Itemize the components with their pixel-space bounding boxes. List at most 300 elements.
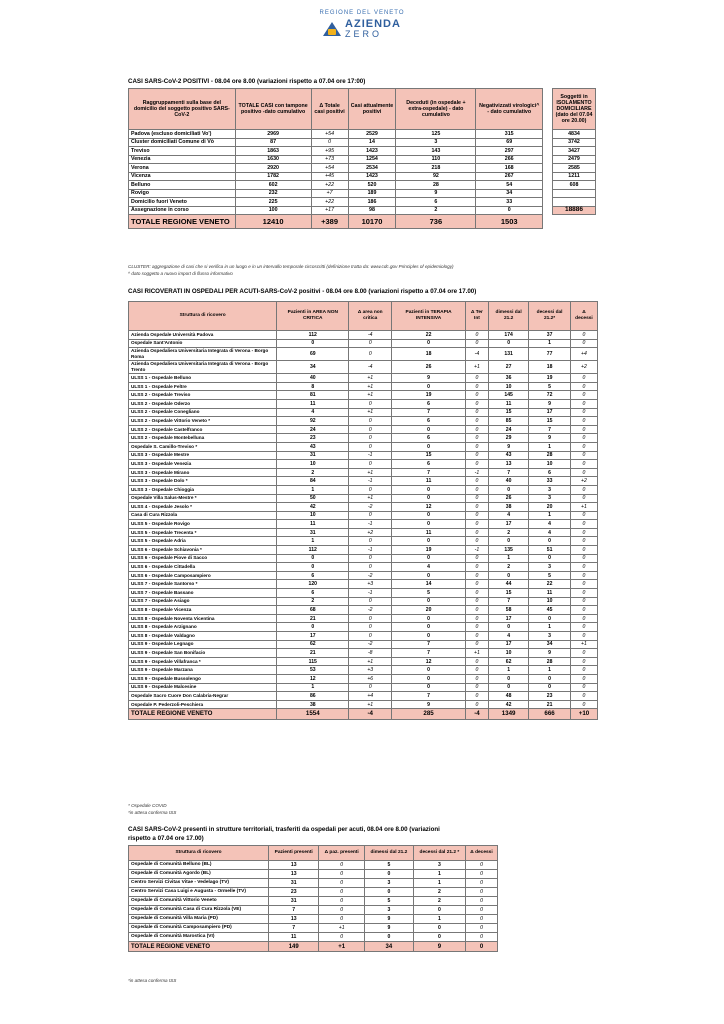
table-row: [553, 198, 596, 207]
cell-value: +3: [349, 580, 392, 589]
cell-value: 40: [489, 477, 529, 486]
cell-value: 62: [489, 657, 529, 666]
cell-value: 2: [277, 468, 349, 477]
cell-value: 27: [489, 361, 529, 374]
cell-value: 12410: [235, 215, 311, 229]
row-label: ULSS 9 - Ospedale Malcesine: [129, 683, 277, 692]
row-label: ULSS 2 - Ospedale Conegliano: [129, 408, 277, 417]
cell-value: 0: [319, 870, 365, 879]
cell-value: 6: [392, 460, 466, 469]
row-label: TOTALE REGIONE VENETO: [129, 215, 236, 229]
table-row: [129, 606, 598, 615]
row-label: Ospedale di Comunità Camposampiero (PD): [129, 924, 269, 933]
cell-value: 7: [392, 692, 466, 701]
cell-value: 11: [392, 477, 466, 486]
row-label: ULSS 8 - Ospedale Noventa Vicentina: [129, 614, 277, 623]
cell-value: 26: [489, 494, 529, 503]
cell-value: 0: [465, 666, 488, 675]
cell-value: 7: [392, 640, 466, 649]
cell-value: 28: [529, 657, 571, 666]
cell-value: 14: [348, 138, 396, 147]
table-row: [553, 155, 596, 164]
cell-value: 17: [277, 632, 349, 641]
row-label: ULSS 8 - Ospedale Valdagno: [129, 632, 277, 641]
cell-value: 0: [392, 537, 466, 546]
cell-value: 21: [277, 649, 349, 658]
home-isolation-header: Soggetti in ISOLAMENTO DOMICILIARE (dato del 07.04 ore 20.00): [553, 89, 596, 130]
cell-value: 11: [392, 528, 466, 537]
cell-value: 0: [570, 399, 597, 408]
column-header: Struttura di ricovero: [129, 846, 269, 861]
cell-value: +45: [311, 172, 348, 181]
column-header: Pazienti in TERAPIA INTENSIVA: [392, 302, 466, 331]
cell-value: 15: [489, 589, 529, 598]
cell-value: [553, 198, 596, 207]
cell-value: 135: [489, 546, 529, 555]
cell-value: +54: [311, 164, 348, 173]
cell-value: 2: [277, 597, 349, 606]
column-header: Raggruppamenti sulla base del domicilio del soggetto positivo SARS-CoV-2: [129, 89, 236, 130]
cell-value: 0: [570, 511, 597, 520]
table-row: [129, 640, 598, 649]
table-row: [553, 147, 596, 156]
logo-line1: AZIENDA: [345, 18, 401, 30]
total-row: [129, 942, 498, 952]
table-row: [553, 164, 596, 173]
cell-value: 38: [489, 503, 529, 512]
cell-value: 31: [277, 451, 349, 460]
cell-value: +4: [570, 348, 597, 361]
table-row: [129, 632, 598, 641]
cell-value: 0: [465, 374, 488, 383]
column-header: Δ decessi: [465, 846, 497, 861]
cell-value: 28: [396, 181, 476, 190]
cell-value: 0: [489, 674, 529, 683]
row-label: Rovigo: [129, 189, 236, 198]
cell-value: 0: [570, 382, 597, 391]
cell-value: 1423: [348, 172, 396, 181]
cell-value: 149: [269, 942, 319, 952]
cell-value: 1: [489, 554, 529, 563]
cell-value: 0: [465, 640, 488, 649]
cell-value: 1: [529, 511, 571, 520]
cell-value: -1: [465, 468, 488, 477]
cell-value: 92: [277, 417, 349, 426]
cell-value: 98: [348, 206, 396, 215]
table-row: [129, 674, 598, 683]
cell-value: 1423: [348, 147, 396, 156]
cell-value: 0: [319, 933, 365, 942]
cell-value: 42: [277, 503, 349, 512]
cell-value: 10: [277, 511, 349, 520]
cell-value: [553, 189, 596, 198]
cell-value: 19: [392, 391, 466, 400]
cell-value: 5: [392, 589, 466, 598]
home-isolation-table: [552, 88, 596, 215]
table-row: [129, 477, 598, 486]
total-row: [129, 709, 598, 720]
cell-value: 0: [570, 563, 597, 572]
cell-value: 10170: [348, 215, 396, 229]
cell-value: 34: [476, 189, 543, 198]
cell-value: 0: [349, 485, 392, 494]
cell-value: 15: [392, 451, 466, 460]
table-row: [129, 468, 598, 477]
cell-value: 9: [413, 942, 465, 952]
table-row: [129, 382, 598, 391]
cell-value: 1: [413, 870, 465, 879]
cell-value: 0: [319, 897, 365, 906]
table-row: [129, 503, 598, 512]
cell-value: 54: [476, 181, 543, 190]
cell-value: 267: [476, 172, 543, 181]
row-label: ULSS 3 - Ospedale Mestre: [129, 451, 277, 460]
cell-value: 125: [396, 130, 476, 139]
cell-value: 0: [277, 339, 349, 348]
cell-value: 0: [465, 503, 488, 512]
cell-value: 1: [529, 623, 571, 632]
cell-value: 7: [269, 924, 319, 933]
cell-value: 0: [349, 460, 392, 469]
cell-value: -1: [349, 451, 392, 460]
table-row: [129, 189, 543, 198]
row-label: ULSS 1 - Ospedale Belluno: [129, 374, 277, 383]
row-label: ULSS 9 - Ospedale Bussolengo: [129, 674, 277, 683]
cell-value: 0: [570, 434, 597, 443]
cell-value: 11: [277, 520, 349, 529]
cell-value: 0: [311, 138, 348, 147]
cell-value: 11: [269, 933, 319, 942]
cell-value: 0: [570, 606, 597, 615]
table-row: [129, 460, 598, 469]
cell-value: 174: [489, 331, 529, 340]
cell-value: 0: [349, 623, 392, 632]
cell-value: 0: [392, 674, 466, 683]
cell-value: 3: [529, 485, 571, 494]
cell-value: 112: [277, 331, 349, 340]
table-row: [129, 580, 598, 589]
cell-value: 48: [489, 692, 529, 701]
cell-value: 0: [319, 861, 365, 870]
cell-value: +1: [349, 657, 392, 666]
cell-value: 0: [570, 468, 597, 477]
cell-value: +22: [311, 198, 348, 207]
cell-value: 0: [570, 528, 597, 537]
cell-value: +1: [349, 494, 392, 503]
cell-value: 12: [392, 503, 466, 512]
row-label: ULSS 7 - Ospedale Asiago: [129, 597, 277, 606]
table-row: [129, 408, 598, 417]
cell-value: 0: [392, 632, 466, 641]
table-row: [553, 138, 596, 147]
cell-value: 0: [465, 563, 488, 572]
cell-value: 0: [465, 408, 488, 417]
cell-value: 21: [277, 614, 349, 623]
table-row: [129, 374, 598, 383]
cell-value: 13: [269, 861, 319, 870]
cell-value: 0: [319, 915, 365, 924]
cell-value: 0: [570, 580, 597, 589]
cell-value: 0: [465, 580, 488, 589]
cell-value: +389: [311, 215, 348, 229]
cell-value: 0: [570, 451, 597, 460]
cell-value: 3427: [553, 147, 596, 156]
cell-value: 0: [489, 537, 529, 546]
cell-value: 18: [392, 348, 466, 361]
table-row: [129, 924, 498, 933]
cell-value: 5: [529, 571, 571, 580]
row-label: Ospedale Sacro Cuore Don Calabria-Negrar: [129, 692, 277, 701]
cell-value: 0: [570, 589, 597, 598]
cell-value: 0: [465, 933, 497, 942]
row-label: ULSS 7 - Ospedale Santorso *: [129, 580, 277, 589]
cell-value: +1: [349, 391, 392, 400]
cell-value: 81: [277, 391, 349, 400]
cell-value: 18: [529, 361, 571, 374]
cell-value: 0: [465, 879, 497, 888]
cell-value: +1: [349, 408, 392, 417]
column-header: dimessi dal 21.2: [489, 302, 529, 331]
row-label: ULSS 5 - Ospedale Trecenta *: [129, 528, 277, 537]
cell-value: -1: [349, 546, 392, 555]
table-row: [129, 614, 598, 623]
cell-value: 0: [570, 408, 597, 417]
table-row: [553, 172, 596, 181]
table-row: [129, 683, 598, 692]
territorial-structures-table: [128, 845, 498, 952]
cell-value: 7: [392, 649, 466, 658]
cell-value: 17: [529, 408, 571, 417]
row-label: ULSS 9 - Ospedale San Bonifacio: [129, 649, 277, 658]
cell-value: 7: [269, 906, 319, 915]
cell-value: 1: [277, 537, 349, 546]
cell-value: 13: [269, 870, 319, 879]
section3-title-line2: rispetto a 07.04 ore 17.00): [128, 835, 204, 842]
row-label: Centro Servizi Casa Luigi e Augusta - Ormelle (TV): [129, 888, 269, 897]
cell-value: 0: [392, 666, 466, 675]
cell-value: 3: [413, 861, 465, 870]
cell-value: 0: [349, 632, 392, 641]
row-label: Azienda Ospedaliera Universitaria Integrata di Verona - Borgo Roma: [129, 348, 277, 361]
cell-value: 10: [277, 460, 349, 469]
cell-value: 112: [277, 546, 349, 555]
table-row: [129, 623, 598, 632]
cell-value: 2969: [235, 130, 311, 139]
cell-value: 22: [392, 331, 466, 340]
cell-value: 86: [277, 692, 349, 701]
cell-value: 10: [529, 460, 571, 469]
cell-value: 29: [489, 434, 529, 443]
column-header: Pazienti in AREA NON CRITICA: [277, 302, 349, 331]
cell-value: 8: [277, 382, 349, 391]
cell-value: 0: [392, 339, 466, 348]
cell-value: 0: [465, 442, 488, 451]
cell-value: 0: [365, 933, 414, 942]
cell-value: 0: [570, 339, 597, 348]
row-label: Ospedale Villa Salus-Mestre *: [129, 494, 277, 503]
cell-value: 0: [465, 339, 488, 348]
row-label: Padova (escluso domiciliati Vo'): [129, 130, 236, 139]
cell-value: -1: [349, 520, 392, 529]
cell-value: 36: [489, 374, 529, 383]
row-label: Ospedale di Comunità Marostica (VI): [129, 933, 269, 942]
table-row: [129, 933, 498, 942]
cell-value: 68: [277, 606, 349, 615]
cell-value: 0: [465, 391, 488, 400]
row-label: Ospedale P. Pederzoli-Peschiera: [129, 700, 277, 709]
cell-value: 2529: [348, 130, 396, 139]
cell-value: 0: [465, 623, 488, 632]
table-row: [553, 181, 596, 190]
cell-value: 37: [529, 331, 571, 340]
table-row: [129, 563, 598, 572]
cell-value: 100: [235, 206, 311, 215]
cell-value: 1: [489, 666, 529, 675]
cell-value: +1: [465, 361, 488, 374]
cell-value: 17: [489, 614, 529, 623]
cell-value: 0: [465, 915, 497, 924]
cell-value: 2585: [553, 164, 596, 173]
table-row: [129, 528, 598, 537]
row-label: Casa di Cura Rizzola: [129, 511, 277, 520]
cell-value: 5: [529, 382, 571, 391]
cell-value: 9: [365, 924, 414, 933]
cell-value: 1554: [277, 709, 349, 720]
cell-value: 666: [529, 709, 571, 720]
table-row: [129, 879, 498, 888]
cell-value: 10: [529, 597, 571, 606]
row-label: ULSS 7 - Ospedale Bassano: [129, 589, 277, 598]
cell-value: 0: [570, 674, 597, 683]
cell-value: 0: [465, 485, 488, 494]
cell-value: 38: [277, 700, 349, 709]
cell-value: +73: [311, 155, 348, 164]
cell-value: 0: [465, 897, 497, 906]
column-header: Struttura di ricovero: [129, 302, 277, 331]
cell-value: 0: [465, 399, 488, 408]
table-row: [129, 870, 498, 879]
table-row: [129, 915, 498, 924]
cell-value: 0: [489, 339, 529, 348]
cell-value: 0: [465, 700, 488, 709]
cell-value: 4: [529, 520, 571, 529]
column-header: Δ area non critica: [349, 302, 392, 331]
table-row: [129, 861, 498, 870]
cell-value: -2: [349, 640, 392, 649]
cell-value: 0: [465, 906, 497, 915]
cell-value: 0: [392, 511, 466, 520]
positive-cases-table: [128, 88, 543, 229]
cell-value: +1: [319, 942, 365, 952]
import-note: ^ dato soggetto a nuovo import di flusso informativo: [128, 271, 233, 276]
cell-value: 0: [349, 597, 392, 606]
cell-value: 0: [489, 571, 529, 580]
cell-value: +95: [311, 147, 348, 156]
cell-value: 168: [476, 164, 543, 173]
cell-value: +22: [311, 181, 348, 190]
cell-value: 0: [570, 391, 597, 400]
hospitalized-table: [128, 301, 598, 720]
table-row: [129, 666, 598, 675]
cell-value: 0: [465, 528, 488, 537]
cell-value: 0: [529, 674, 571, 683]
cell-value: 6: [392, 434, 466, 443]
cell-value: -8: [349, 649, 392, 658]
cell-value: 0: [570, 546, 597, 555]
cell-value: +54: [311, 130, 348, 139]
column-header: Δ decessi: [570, 302, 597, 331]
cell-value: 0: [465, 537, 488, 546]
cell-value: 69: [476, 138, 543, 147]
cell-value: 0: [349, 399, 392, 408]
table-row: [129, 494, 598, 503]
azienda-zero-logo: [0, 19, 724, 39]
cell-value: 0: [465, 382, 488, 391]
cluster-note: CLUSTER: aggregazione di casi che si verifica in un luogo e in un intervallo temporale circoscritti (definizione tratta da: www.cdc.gov Principles of epidemiology): [128, 264, 454, 269]
cell-value: 50: [277, 494, 349, 503]
column-header: Δ Totale casi positivi: [311, 89, 348, 130]
row-label: ULSS 2 - Ospedale Oderzo: [129, 399, 277, 408]
cell-value: 0: [529, 554, 571, 563]
cell-value: 131: [489, 348, 529, 361]
cell-value: 7: [489, 468, 529, 477]
cell-value: 9: [529, 399, 571, 408]
cell-value: 0: [570, 571, 597, 580]
table-row: [129, 692, 598, 701]
cell-value: +2: [349, 528, 392, 537]
cell-value: 0: [349, 614, 392, 623]
cell-value: 1630: [235, 155, 311, 164]
cell-value: 31: [269, 897, 319, 906]
cell-value: 6: [396, 198, 476, 207]
cell-value: +6: [349, 674, 392, 683]
cell-value: 9: [365, 915, 414, 924]
cell-value: -2: [349, 503, 392, 512]
table-row: [129, 571, 598, 580]
cell-value: 6: [392, 417, 466, 426]
table-row: [129, 361, 598, 374]
cell-value: 0: [570, 700, 597, 709]
cell-value: 1: [529, 339, 571, 348]
cell-value: 0: [529, 683, 571, 692]
cell-value: -1: [465, 546, 488, 555]
cell-value: +1: [349, 468, 392, 477]
row-label: Verona: [129, 164, 236, 173]
cell-value: 0: [476, 206, 543, 215]
cell-value: 0: [349, 442, 392, 451]
cell-value: 0: [349, 417, 392, 426]
cell-value: 11: [529, 589, 571, 598]
table-row: [129, 897, 498, 906]
cell-value: -1: [349, 477, 392, 486]
cell-value: 0: [489, 683, 529, 692]
cell-value: 0: [392, 520, 466, 529]
cell-value: 40: [277, 374, 349, 383]
row-label: Domicilio fuori Veneto: [129, 198, 236, 207]
row-label: ULSS 4 - Ospedale Jesolo *: [129, 503, 277, 512]
row-label: Azienda Ospedale Università Padova: [129, 331, 277, 340]
cell-value: 0: [413, 924, 465, 933]
cell-value: 0: [465, 589, 488, 598]
cell-value: 43: [277, 442, 349, 451]
cell-value: +7: [311, 189, 348, 198]
table-row: [129, 417, 598, 426]
row-label: ULSS 5 - Ospedale Adria: [129, 537, 277, 546]
table-row: [129, 198, 543, 207]
cell-value: 18886: [553, 206, 596, 215]
table-row: [129, 434, 598, 443]
cell-value: 0: [465, 331, 488, 340]
